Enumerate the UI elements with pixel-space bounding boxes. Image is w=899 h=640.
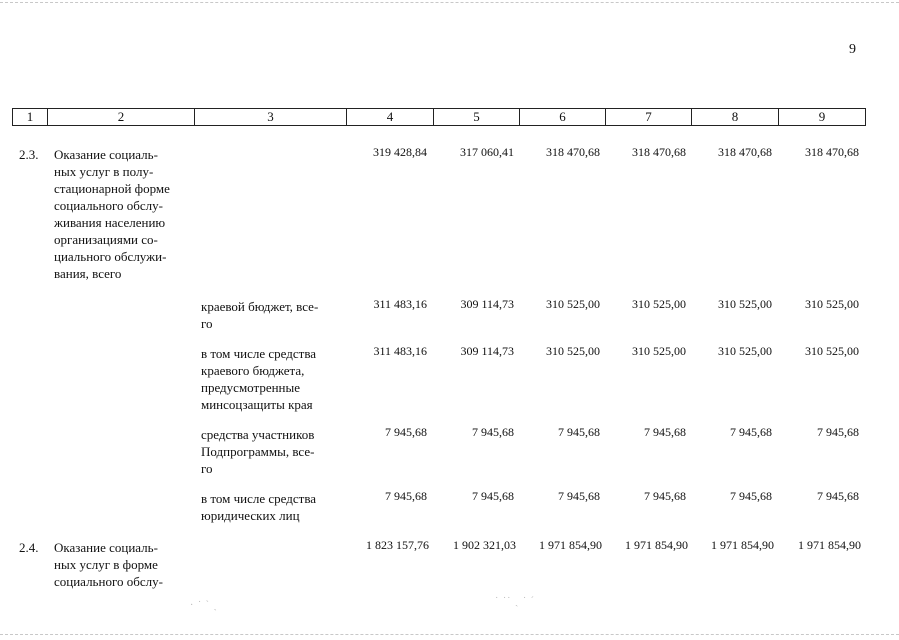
value-col5: 317 060,41 — [460, 145, 514, 159]
value-col5: 7 945,68 — [472, 425, 514, 439]
funding-source-line: в том числе средства — [201, 491, 317, 506]
row-name — [54, 146, 189, 282]
header-cell: 6 — [520, 109, 606, 126]
row-number: 2.4. — [19, 540, 39, 555]
header-cell: 4 — [347, 109, 434, 126]
value-col7: 7 945,68 — [644, 489, 686, 503]
row-name-line: социального обслу- — [54, 574, 163, 589]
row-name-line: стационарной форме — [54, 181, 170, 196]
row-name-line: вания, всего — [54, 266, 122, 281]
funding-source-line: го — [201, 461, 213, 476]
funding-source — [201, 426, 341, 477]
value-col9: 7 945,68 — [817, 425, 859, 439]
header-cell: 5 — [434, 109, 520, 126]
funding-source — [201, 298, 341, 332]
funding-source-line: средства участников — [201, 427, 315, 442]
value-col9: 310 525,00 — [805, 344, 859, 358]
header-cell: 7 — [606, 109, 692, 126]
value-col8: 310 525,00 — [718, 344, 772, 358]
row-name-line: ных услуг в полу- — [54, 164, 154, 179]
row-name-line: Оказание социаль- — [54, 540, 158, 555]
value-col4: 311 483,16 — [373, 344, 427, 358]
funding-source-line: юридических лиц — [201, 508, 300, 523]
row-name-line: циального обслужи- — [54, 249, 167, 264]
value-col4: 1 823 157,76 — [366, 538, 429, 552]
value-col4: 7 945,68 — [385, 425, 427, 439]
value-col8: 1 971 854,90 — [711, 538, 774, 552]
value-col7: 7 945,68 — [644, 425, 686, 439]
scan-top-edge — [0, 2, 899, 3]
funding-source-line: краевого бюджета, — [201, 363, 305, 378]
column-number-header — [12, 108, 866, 126]
row-name-line: социального обслу- — [54, 198, 163, 213]
header-cell: 2 — [48, 109, 195, 126]
funding-source-line: Подпрограммы, все- — [201, 444, 315, 459]
value-col9: 7 945,68 — [817, 489, 859, 503]
value-col8: 7 945,68 — [730, 489, 772, 503]
funding-source — [201, 490, 341, 524]
value-col7: 318 470,68 — [632, 145, 686, 159]
header-cell: 9 — [779, 109, 866, 126]
page-number: 9 — [849, 42, 856, 57]
scan-smudge: · ˙ ˋ ˎ — [190, 600, 218, 611]
value-col9: 318 470,68 — [805, 145, 859, 159]
value-col5: 309 114,73 — [460, 344, 514, 358]
value-col6: 310 525,00 — [546, 344, 600, 358]
value-col8: 318 470,68 — [718, 145, 772, 159]
scan-smudge: ˙ ˙˙ ˎ ˙ ˊ — [495, 596, 535, 607]
row-name-line: Оказание социаль- — [54, 147, 158, 162]
value-col6: 7 945,68 — [558, 425, 600, 439]
header-row — [13, 109, 866, 126]
value-col5: 309 114,73 — [460, 297, 514, 311]
row-name-line: организациями со- — [54, 232, 158, 247]
scan-bottom-edge — [0, 634, 899, 635]
value-col9: 310 525,00 — [805, 297, 859, 311]
funding-source — [201, 345, 341, 413]
value-col6: 7 945,68 — [558, 489, 600, 503]
funding-source-line: го — [201, 316, 213, 331]
value-col7: 310 525,00 — [632, 297, 686, 311]
funding-source-line: в том числе средства — [201, 346, 317, 361]
value-col5: 1 902 321,03 — [453, 538, 516, 552]
row-name-line: живания населению — [54, 215, 166, 230]
value-col5: 7 945,68 — [472, 489, 514, 503]
funding-source-line: краевой бюджет, все- — [201, 299, 319, 314]
row-number: 2.3. — [19, 147, 39, 162]
value-col8: 7 945,68 — [730, 425, 772, 439]
value-col4: 7 945,68 — [385, 489, 427, 503]
value-col7: 1 971 854,90 — [625, 538, 688, 552]
value-col6: 318 470,68 — [546, 145, 600, 159]
row-name-line: ных услуг в форме — [54, 557, 158, 572]
header-cell: 3 — [195, 109, 347, 126]
value-col6: 1 971 854,90 — [539, 538, 602, 552]
header-cell: 8 — [692, 109, 779, 126]
value-col7: 310 525,00 — [632, 344, 686, 358]
value-col4: 319 428,84 — [373, 145, 427, 159]
header-cell: 1 — [13, 109, 48, 126]
value-col8: 310 525,00 — [718, 297, 772, 311]
row-name — [54, 539, 189, 590]
value-col6: 310 525,00 — [546, 297, 600, 311]
value-col9: 1 971 854,90 — [798, 538, 861, 552]
funding-source-line: предусмотренные — [201, 380, 301, 395]
value-col4: 311 483,16 — [373, 297, 427, 311]
funding-source-line: минсоцзащиты края — [201, 397, 313, 412]
